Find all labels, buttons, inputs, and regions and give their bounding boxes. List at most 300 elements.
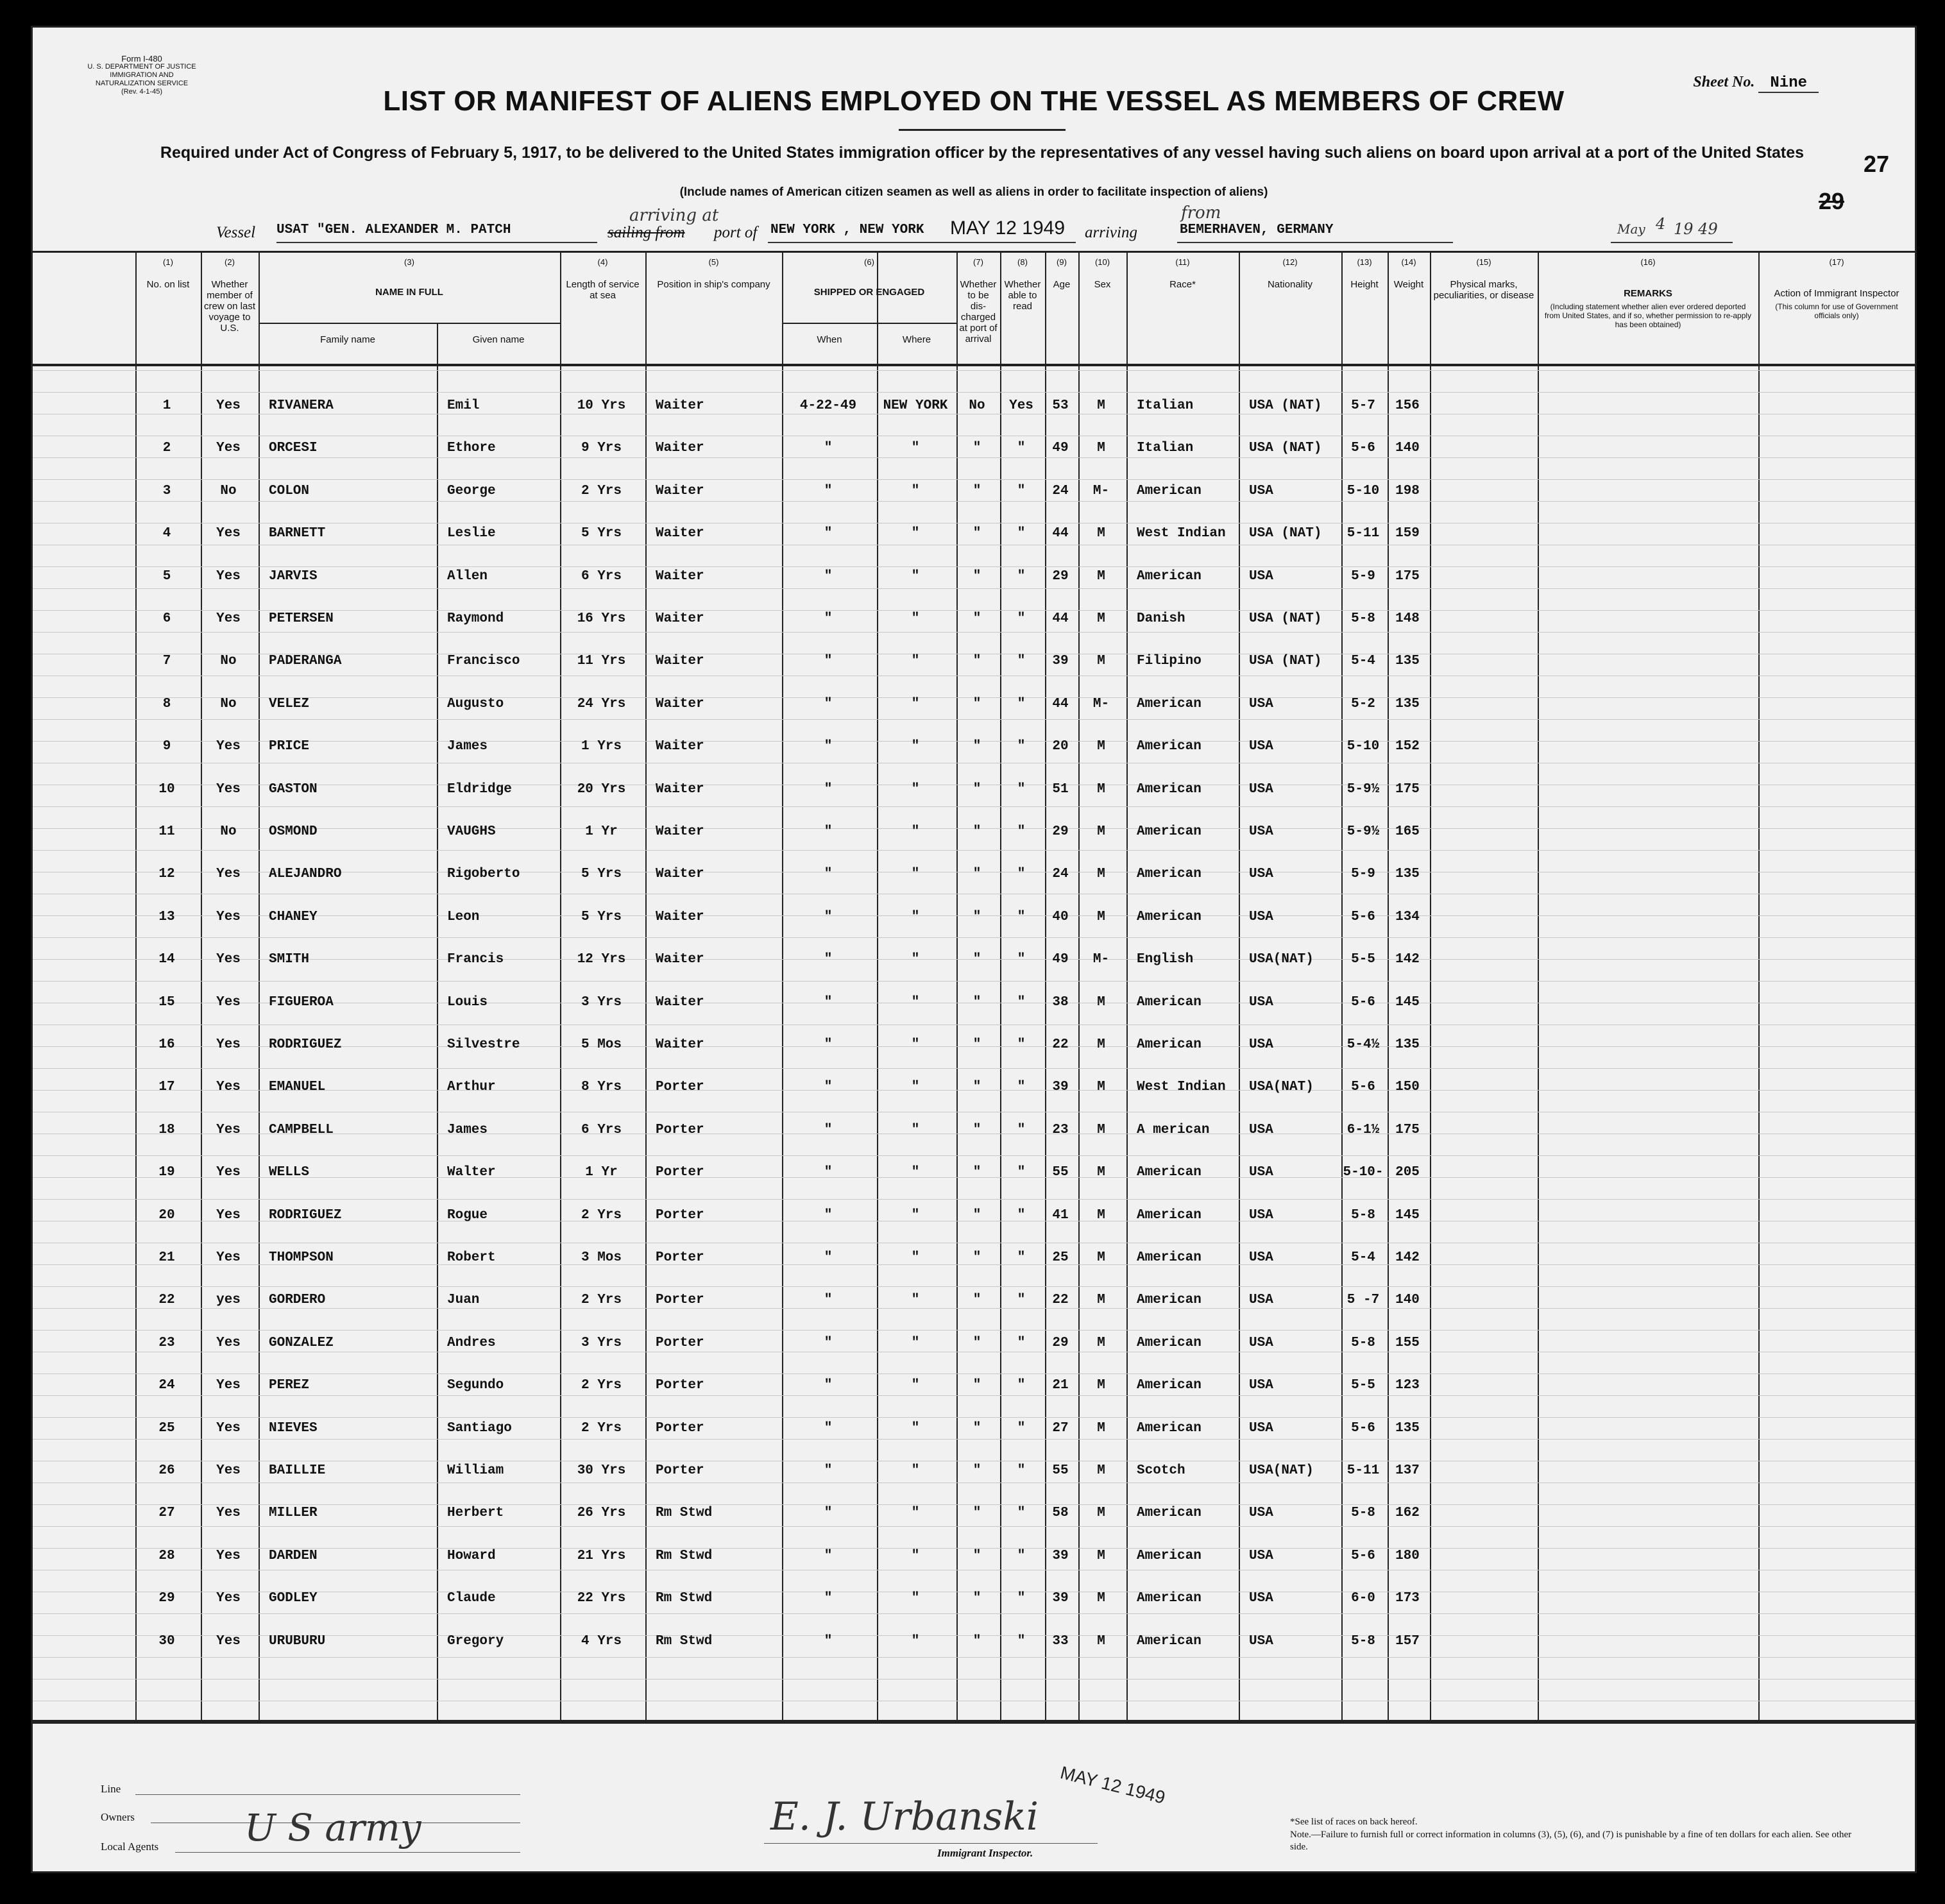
cell-family: CHANEY xyxy=(269,909,318,924)
cell-nat: USA xyxy=(1249,1633,1273,1649)
cell-weight: 157 xyxy=(1395,1633,1420,1649)
header-col-8-number: (8) xyxy=(1017,257,1028,267)
cell-sex: M xyxy=(1097,1633,1105,1649)
arriving-field xyxy=(1177,221,1453,243)
cell-service: 5 Yrs xyxy=(581,526,622,541)
header-bottom-rule xyxy=(33,364,1915,366)
cell-weight: 142 xyxy=(1395,1250,1420,1265)
cell-sex: M xyxy=(1097,867,1105,882)
cell-position: Porter xyxy=(656,1463,704,1478)
cell-sex: M xyxy=(1097,568,1105,584)
cell-sex: M xyxy=(1097,1293,1105,1308)
header-col-6-number: (6) xyxy=(864,257,874,267)
cell-when: 4-22-49 xyxy=(799,398,857,413)
cell-where: " xyxy=(911,1378,920,1393)
cell-sex: M xyxy=(1097,1122,1105,1137)
cell-disch: " xyxy=(972,909,981,924)
cell-position: Waiter xyxy=(656,909,704,924)
cell-when: " xyxy=(824,1591,833,1606)
cell-when: " xyxy=(824,1165,833,1180)
cell-weight: 175 xyxy=(1395,568,1420,584)
cell-position: Waiter xyxy=(656,654,704,669)
cell-height: 5-8 xyxy=(1351,1207,1375,1223)
line-label: Line xyxy=(101,1783,121,1795)
form-service: IMMIGRATION AND NATURALIZATION SERVICE xyxy=(95,71,189,87)
cell-where: " xyxy=(911,696,920,711)
cell-read: " xyxy=(1017,483,1026,498)
cell-race: Filipino xyxy=(1137,654,1202,669)
cell-read: " xyxy=(1017,1293,1026,1308)
cell-service: 3 Yrs xyxy=(581,1335,622,1350)
cell-crew: Yes xyxy=(216,1506,241,1521)
cell-no: 28 xyxy=(158,1548,175,1563)
header-col-2: Whether member of crew on last voyage to U.S. xyxy=(203,279,256,334)
cell-disch: " xyxy=(972,1080,981,1095)
header-col-16-number: (16) xyxy=(1640,257,1656,267)
cell-crew: Yes xyxy=(216,1591,241,1606)
cell-age: 44 xyxy=(1052,526,1069,541)
cell-weight: 150 xyxy=(1395,1080,1420,1095)
cell-disch: " xyxy=(972,1165,981,1180)
cell-no: 9 xyxy=(162,739,171,754)
cell-when: " xyxy=(824,952,833,967)
cell-race: American xyxy=(1137,1250,1202,1265)
form-number: Form I-480 xyxy=(121,54,162,64)
cell-service: 8 Yrs xyxy=(581,1080,622,1095)
cell-age: 39 xyxy=(1052,1080,1069,1095)
cell-read: " xyxy=(1017,1591,1026,1606)
cell-age: 22 xyxy=(1052,1293,1069,1308)
cell-nat: USA xyxy=(1249,994,1273,1010)
cell-where: " xyxy=(911,1080,920,1095)
cell-read: " xyxy=(1017,1207,1026,1223)
header-col-15: Physical marks, peculiarities, or disease xyxy=(1433,279,1534,301)
cell-no: 25 xyxy=(158,1420,175,1436)
cell-position: Waiter xyxy=(656,781,704,797)
cell-crew: Yes xyxy=(216,568,241,584)
cell-race: Italian xyxy=(1137,398,1194,413)
port-field xyxy=(768,217,1076,243)
header-col-14: Weight xyxy=(1393,279,1424,290)
table-row xyxy=(33,1068,1915,1110)
cell-when: " xyxy=(824,1420,833,1436)
cell-read: " xyxy=(1017,781,1026,797)
header-col-11: Race* xyxy=(1169,279,1196,290)
cell-given: George xyxy=(447,483,496,498)
cell-sex: M xyxy=(1097,909,1105,924)
header-col-9: Age xyxy=(1053,279,1071,290)
cell-weight: 180 xyxy=(1395,1548,1420,1563)
cell-race: American xyxy=(1137,1591,1202,1606)
cell-where: " xyxy=(911,1463,920,1478)
cell-race: American xyxy=(1137,824,1202,839)
header-col-10-number: (10) xyxy=(1094,257,1110,267)
cell-service: 5 Mos xyxy=(581,1037,622,1052)
cell-service: 2 Yrs xyxy=(581,1378,622,1393)
cell-race: American xyxy=(1137,568,1202,584)
cell-read: " xyxy=(1017,441,1026,456)
cell-family: RODRIGUEZ xyxy=(269,1037,342,1052)
cell-height: 5-6 xyxy=(1351,1548,1375,1563)
cell-where: " xyxy=(911,1506,920,1521)
cell-race: American xyxy=(1137,739,1202,754)
cell-service: 2 Yrs xyxy=(581,1293,622,1308)
cell-sex: M xyxy=(1097,398,1105,413)
cell-nat: USA xyxy=(1249,1165,1273,1180)
header-col-7: Whether to be dis-charged at port of arrival xyxy=(959,279,998,344)
cell-disch: " xyxy=(972,1122,981,1137)
cell-given: Allen xyxy=(447,568,488,584)
cell-age: 39 xyxy=(1052,654,1069,669)
cell-race: English xyxy=(1137,952,1194,967)
cell-height: 5-7 xyxy=(1351,398,1375,413)
cell-disch: " xyxy=(972,1591,981,1606)
cell-height: 5-4 xyxy=(1351,1250,1375,1265)
cell-when: " xyxy=(824,1207,833,1223)
cell-read: " xyxy=(1017,568,1026,584)
line-field xyxy=(135,1794,520,1795)
cell-when: " xyxy=(824,867,833,882)
cell-height: 5-4 xyxy=(1351,654,1375,669)
cell-family: VELEZ xyxy=(269,696,310,711)
page-note: (Include names of American citizen seamen as well as aliens in order to facilitate inspection of aliens) xyxy=(679,185,1268,199)
cell-family: URUBURU xyxy=(269,1633,326,1649)
cell-no: 30 xyxy=(158,1633,175,1649)
table-row xyxy=(33,557,1915,600)
cell-position: Rm Stwd xyxy=(656,1633,713,1649)
cell-age: 51 xyxy=(1052,781,1069,797)
cell-crew: Yes xyxy=(216,1165,241,1180)
cell-no: 6 xyxy=(162,611,171,626)
cell-family: PEREZ xyxy=(269,1378,310,1393)
cell-position: Porter xyxy=(656,1122,704,1137)
table-row xyxy=(33,1324,1915,1366)
cell-position: Waiter xyxy=(656,398,704,413)
cell-nat: USA xyxy=(1249,909,1273,924)
local-agents-field xyxy=(175,1852,520,1853)
cell-where: " xyxy=(911,1165,920,1180)
cell-where: " xyxy=(911,1037,920,1052)
header-col-16: REMARKS xyxy=(1624,288,1672,299)
cell-position: Waiter xyxy=(656,611,704,626)
cell-family: THOMPSON xyxy=(269,1250,334,1265)
cell-nat: USA (NAT) xyxy=(1249,398,1322,413)
subheader-remarks-note: (Including statement whether alien ever ordered deported from United States, and if so, whether permission to re-apply has been obtained) xyxy=(1544,302,1752,329)
cell-when: " xyxy=(824,1080,833,1095)
cell-when: " xyxy=(824,824,833,839)
cell-sex: M xyxy=(1097,739,1105,754)
subheader-when: When xyxy=(817,334,842,345)
header-col-1-number: (1) xyxy=(163,257,173,267)
cell-when: " xyxy=(824,781,833,797)
cell-sex: M xyxy=(1097,1207,1105,1223)
cell-crew: Yes xyxy=(216,867,241,882)
header-col-15-number: (15) xyxy=(1476,257,1491,267)
cell-age: 25 xyxy=(1052,1250,1069,1265)
cell-where: " xyxy=(911,483,920,498)
cell-nat: USA xyxy=(1249,1548,1273,1563)
cell-read: " xyxy=(1017,1506,1026,1521)
cell-disch: " xyxy=(972,1335,981,1350)
cell-height: 5-9½ xyxy=(1346,824,1380,839)
cell-read: " xyxy=(1017,1080,1026,1095)
table-row xyxy=(33,1409,1915,1452)
cell-nat: USA (NAT) xyxy=(1249,526,1322,541)
cell-where: " xyxy=(911,867,920,882)
cell-height: 5-9½ xyxy=(1346,781,1380,797)
cell-service: 2 Yrs xyxy=(581,1420,622,1436)
cell-when: " xyxy=(824,1037,833,1052)
cell-nat: USA xyxy=(1249,1378,1273,1393)
cell-weight: 140 xyxy=(1395,1293,1420,1308)
cell-nat: USA(NAT) xyxy=(1249,1463,1314,1478)
cell-age: 29 xyxy=(1052,1335,1069,1350)
cell-no: 23 xyxy=(158,1335,175,1350)
cell-given: Rigoberto xyxy=(447,867,520,882)
cell-weight: 145 xyxy=(1395,994,1420,1010)
cell-crew: Yes xyxy=(216,1207,241,1223)
cell-given: Emil xyxy=(447,398,480,413)
cell-family: PADERANGA xyxy=(269,654,342,669)
cell-family: GASTON xyxy=(269,781,318,797)
cell-height: 5-8 xyxy=(1351,1633,1375,1649)
cell-nat: USA(NAT) xyxy=(1249,1080,1314,1095)
subheader-given-name: Given name xyxy=(472,334,525,345)
subheader-rule xyxy=(259,323,560,324)
cell-height: 6-1½ xyxy=(1346,1122,1380,1137)
cell-service: 6 Yrs xyxy=(581,568,622,584)
cell-no: 17 xyxy=(158,1080,175,1095)
cell-service: 16 Yrs xyxy=(577,611,626,626)
cell-weight: 173 xyxy=(1395,1591,1420,1606)
cell-when: " xyxy=(824,654,833,669)
cell-when: " xyxy=(824,1506,833,1521)
cell-disch: " xyxy=(972,1207,981,1223)
cell-where: " xyxy=(911,824,920,839)
cell-read: " xyxy=(1017,1122,1026,1137)
cell-family: COLON xyxy=(269,483,310,498)
cell-where: " xyxy=(911,526,920,541)
cell-crew: Yes xyxy=(216,739,241,754)
cell-no: 21 xyxy=(158,1250,175,1265)
cell-no: 19 xyxy=(158,1165,175,1180)
cell-height: 5-10- xyxy=(1343,1165,1384,1180)
cell-disch: " xyxy=(972,1293,981,1308)
cell-read: " xyxy=(1017,526,1026,541)
cell-nat: USA (NAT) xyxy=(1249,611,1322,626)
vessel-line xyxy=(33,203,1829,248)
cell-read: " xyxy=(1017,909,1026,924)
cell-age: 39 xyxy=(1052,1591,1069,1606)
cell-no: 8 xyxy=(162,696,171,711)
header-col-7-number: (7) xyxy=(973,257,983,267)
cell-service: 2 Yrs xyxy=(581,1207,622,1223)
cell-where: " xyxy=(911,1548,920,1563)
form-revision: (Rev. 4-1-45) xyxy=(121,88,162,96)
table-row xyxy=(33,813,1915,855)
cell-when: " xyxy=(824,1250,833,1265)
cell-nat: USA xyxy=(1249,568,1273,584)
cell-read: " xyxy=(1017,867,1026,882)
vessel-name: USAT "GEN. ALEXANDER M. PATCH xyxy=(276,223,511,237)
cell-family: JARVIS xyxy=(269,568,318,584)
cell-sex: M xyxy=(1097,824,1105,839)
cell-race: American xyxy=(1137,1506,1202,1521)
sheet-number-value: Nine xyxy=(1758,74,1819,93)
cell-race: American xyxy=(1137,781,1202,797)
cell-where: " xyxy=(911,441,920,456)
cell-nat: USA xyxy=(1249,1037,1273,1052)
cell-given: Eldridge xyxy=(447,781,512,797)
cell-age: 29 xyxy=(1052,824,1069,839)
cell-given: Rogue xyxy=(447,1207,488,1223)
cell-sex: M xyxy=(1097,1335,1105,1350)
cell-position: Porter xyxy=(656,1080,704,1095)
cell-nat: USA xyxy=(1249,1293,1273,1308)
sheet-number-label: Sheet No. xyxy=(1693,74,1755,90)
cell-race: Scotch xyxy=(1137,1463,1185,1478)
cell-when: " xyxy=(824,1378,833,1393)
cell-where: " xyxy=(911,1250,920,1265)
cell-family: MILLER xyxy=(269,1506,318,1521)
subheader-action-note: (This column for use of Government officials only) xyxy=(1775,302,1898,320)
header-col-3: NAME IN FULL xyxy=(375,287,443,298)
cell-position: Porter xyxy=(656,1293,704,1308)
cell-age: 23 xyxy=(1052,1122,1069,1137)
cell-no: 16 xyxy=(158,1037,175,1052)
cell-weight: 145 xyxy=(1395,1207,1420,1223)
cell-given: Andres xyxy=(447,1335,496,1350)
cell-age: 41 xyxy=(1052,1207,1069,1223)
page-title: LIST OR MANIFEST OF ALIENS EMPLOYED ON THE VESSEL AS MEMBERS OF CREW xyxy=(383,85,1565,117)
cell-weight: 135 xyxy=(1395,1037,1420,1052)
cell-weight: 205 xyxy=(1395,1165,1420,1180)
cell-given: Augusto xyxy=(447,696,504,711)
table-row xyxy=(33,898,1915,940)
cell-weight: 152 xyxy=(1395,739,1420,754)
cell-no: 4 xyxy=(162,526,171,541)
cell-family: FIGUEROA xyxy=(269,994,334,1010)
cell-family: ORCESI xyxy=(269,441,318,456)
date-month: May xyxy=(1617,221,1645,237)
cell-crew: Yes xyxy=(216,994,241,1010)
cell-no: 3 xyxy=(162,483,171,498)
cell-when: " xyxy=(824,483,833,498)
cell-age: 44 xyxy=(1052,611,1069,626)
inspector-label: Immigrant Inspector. xyxy=(937,1847,1033,1859)
cell-height: 5-2 xyxy=(1351,696,1375,711)
cell-read: " xyxy=(1017,824,1026,839)
cell-height: 5-6 xyxy=(1351,1080,1375,1095)
cell-read: " xyxy=(1017,739,1026,754)
cell-crew: Yes xyxy=(216,1335,241,1350)
cell-disch: " xyxy=(972,483,981,498)
cell-no: 13 xyxy=(158,909,175,924)
cell-age: 55 xyxy=(1052,1165,1069,1180)
cell-weight: 162 xyxy=(1395,1506,1420,1521)
cell-height: 5-6 xyxy=(1351,1420,1375,1436)
cell-sex: M xyxy=(1097,1250,1105,1265)
cell-sex: M xyxy=(1097,1378,1105,1393)
cell-crew: No xyxy=(220,696,237,711)
cell-nat: USA (NAT) xyxy=(1249,441,1322,456)
cell-no: 1 xyxy=(162,398,171,413)
table-row xyxy=(33,514,1915,557)
cell-race: American xyxy=(1137,1037,1202,1052)
cell-race: West Indian xyxy=(1137,1080,1226,1095)
arriving-label: arriving xyxy=(1085,224,1137,241)
cell-position: Rm Stwd xyxy=(656,1548,713,1563)
header-col-4: Length of service at sea xyxy=(566,279,640,301)
cell-family: PETERSEN xyxy=(269,611,334,626)
cell-nat: USA xyxy=(1249,1506,1273,1521)
cell-sex: M xyxy=(1097,1463,1105,1478)
cell-where: " xyxy=(911,568,920,584)
cell-position: Porter xyxy=(656,1207,704,1223)
cell-given: James xyxy=(447,1122,488,1137)
cell-where: " xyxy=(911,781,920,797)
cell-service: 22 Yrs xyxy=(577,1591,626,1606)
cell-disch: " xyxy=(972,611,981,626)
cell-read: " xyxy=(1017,1335,1026,1350)
cell-given: Juan xyxy=(447,1293,480,1308)
table-row xyxy=(33,1153,1915,1196)
cell-where: NEW YORK xyxy=(883,398,948,413)
cell-crew: Yes xyxy=(216,1122,241,1137)
header-col-11-number: (11) xyxy=(1175,257,1190,267)
date-day: 4 xyxy=(1656,215,1666,233)
cell-family: GORDERO xyxy=(269,1293,326,1308)
header-col-3-number: (3) xyxy=(404,257,414,267)
cell-given: Louis xyxy=(447,994,488,1010)
cell-height: 5-11 xyxy=(1346,1463,1380,1478)
cell-where: " xyxy=(911,1207,920,1223)
cell-height: 5-8 xyxy=(1351,1506,1375,1521)
header-col-14-number: (14) xyxy=(1401,257,1416,267)
cell-given: Walter xyxy=(447,1165,496,1180)
cell-family: BAILLIE xyxy=(269,1463,326,1478)
cell-when: " xyxy=(824,696,833,711)
cell-sex: M xyxy=(1097,654,1105,669)
agents-signature: U S army xyxy=(244,1806,421,1849)
cell-position: Waiter xyxy=(656,483,704,498)
cell-age: 20 xyxy=(1052,739,1069,754)
arriving-place: BEMERHAVEN, GERMANY xyxy=(1180,223,1334,237)
cell-sex: M xyxy=(1097,1591,1105,1606)
port-date-stamp: MAY 12 1949 xyxy=(950,217,1066,239)
cell-family: PRICE xyxy=(269,739,310,754)
cell-age: 38 xyxy=(1052,994,1069,1010)
cell-position: Waiter xyxy=(656,526,704,541)
subheader-rule xyxy=(782,323,956,324)
cell-age: 33 xyxy=(1052,1633,1069,1649)
cell-crew: Yes xyxy=(216,909,241,924)
cell-height: 5-9 xyxy=(1351,867,1375,882)
header-col-13-number: (13) xyxy=(1357,257,1372,267)
cell-when: " xyxy=(824,909,833,924)
cell-position: Waiter xyxy=(656,867,704,882)
cell-disch: " xyxy=(972,654,981,669)
header-col-5: Position in ship's company xyxy=(657,279,770,290)
cell-when: " xyxy=(824,994,833,1010)
cell-read: Yes xyxy=(1009,398,1033,413)
header-col-17: Action of Immigrant Inspector xyxy=(1774,288,1899,299)
cell-nat: USA(NAT) xyxy=(1249,952,1314,967)
cell-sex: M xyxy=(1097,1165,1105,1180)
cell-no: 24 xyxy=(158,1378,175,1393)
cell-age: 53 xyxy=(1052,398,1069,413)
cell-read: " xyxy=(1017,952,1026,967)
